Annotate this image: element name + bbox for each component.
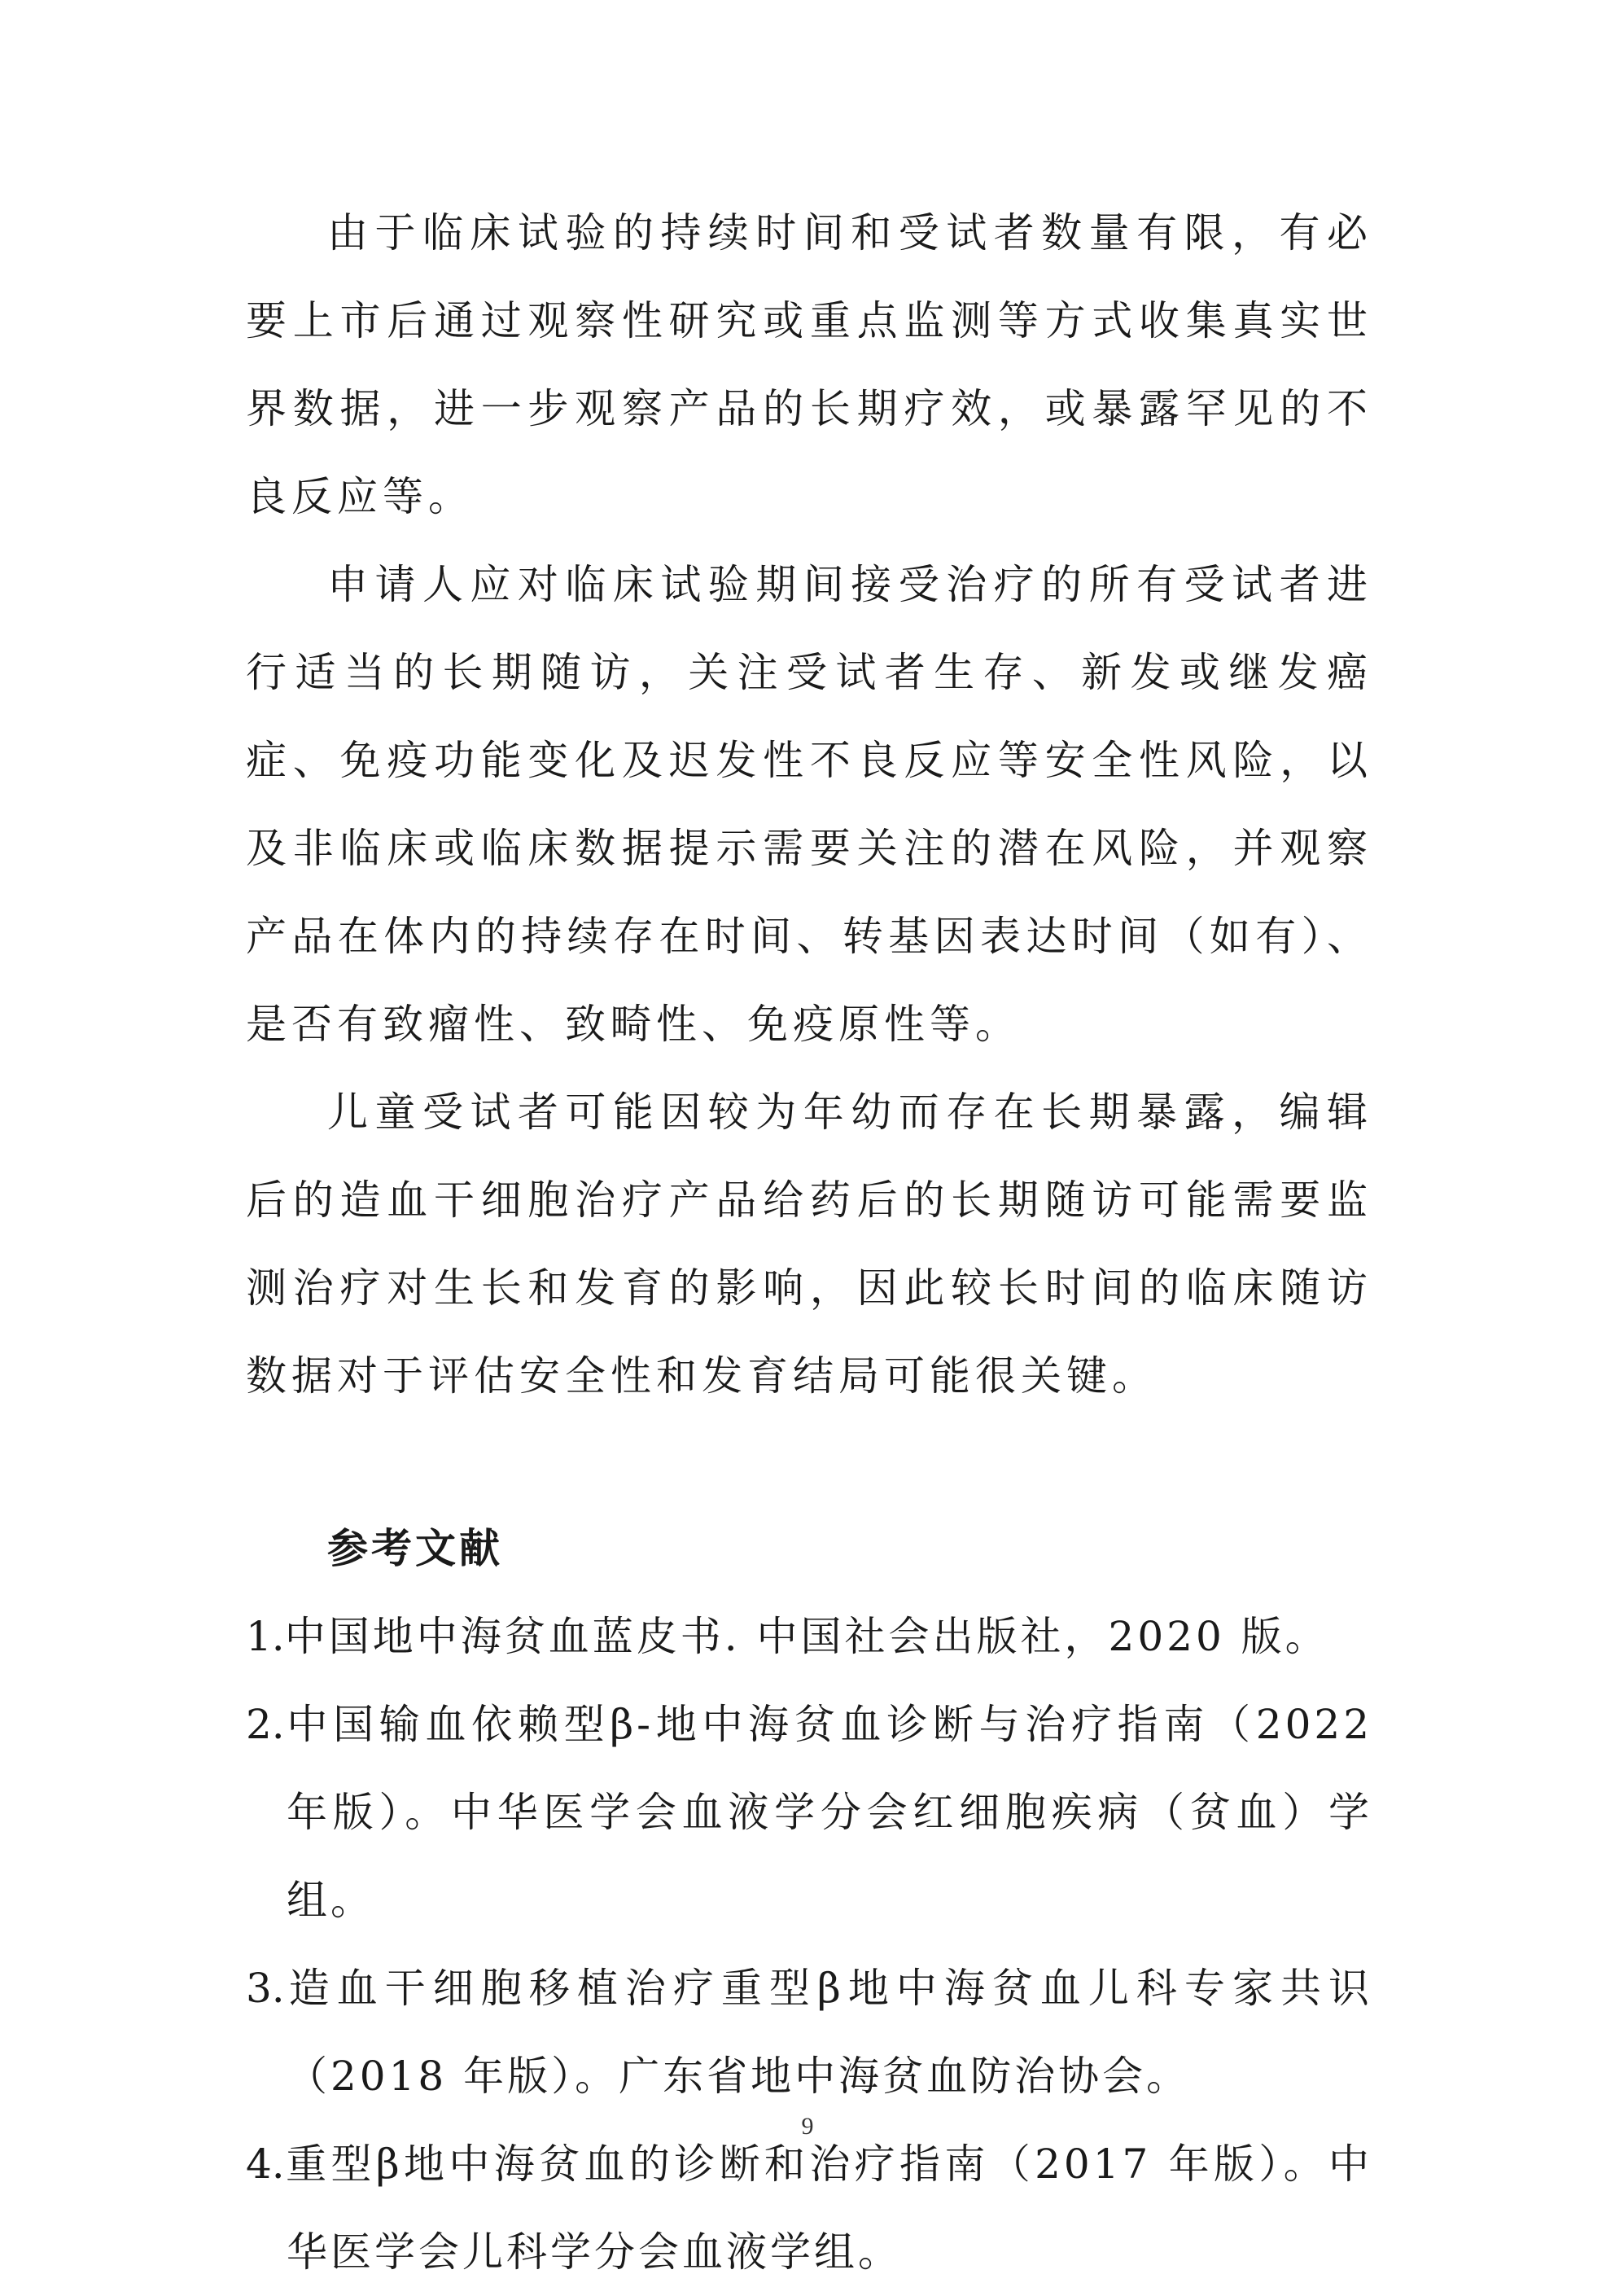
reference-item [246, 1593, 1372, 1680]
page-content [246, 189, 1372, 2296]
reference-text: 重型β地中海贫血的诊断和治疗指南（2017 年版）。中华医学会儿科学分会血液学组。 [284, 2140, 1372, 2276]
reference-item [246, 1944, 1372, 2120]
reference-number: 4. [246, 2140, 285, 2188]
page-number: 9 [801, 2113, 814, 2140]
references-heading: 参考文献 [327, 1525, 503, 1572]
body-paragraph-long-term-data: 由于临床试验的持续时间和受试者数量有限，有必要上市后通过观察性研究或重点监测等方式收集真实世界数据，进一步观察产品的长期疗效，或暴露罕见的不良反应等。 [246, 209, 1372, 520]
reference-number: 3. [246, 1965, 285, 2012]
reference-text: 造血干细胞移植治疗重型β地中海贫血儿科专家共识（2018 年版）。广东省地中海贫血防治协会。 [284, 1965, 1372, 2100]
reference-number: 2. [246, 1701, 285, 1748]
body-paragraph-follow-up: 申请人应对临床试验期间接受治疗的所有受试者进行适当的长期随访，关注受试者生存、新发或继发癌症、免疫功能变化及迟发性不良反应等安全性风险，以及非临床或临床数据提示需要关注的潜在风险，并观察产品在体内的持续存在时间、转基因表达时间（如有）、是否有致瘤性、致畸性、免疫原性等。 [246, 561, 1372, 1048]
reference-text: 中国地中海贫血蓝皮书. 中国社会出版社，2020 版。 [284, 1613, 1329, 1660]
body-paragraph-pediatric: 儿童受试者可能因较为年幼而存在长期暴露，编辑后的造血干细胞治疗产品给药后的长期随访可能需要监测治疗对生长和发育的影响，因此较长时间的临床随访数据对于评估安全性和发育结局可能很关键。 [246, 1089, 1372, 1400]
reference-number: 1. [246, 1613, 285, 1660]
reference-text: 中国输血依赖型β-地中海贫血诊断与治疗指南（2022 年版）。中华医学会血液学分会红细胞疾病（贫血）学组。 [284, 1701, 1372, 1924]
reference-item [246, 2120, 1372, 2296]
references-list [246, 1593, 1372, 2296]
reference-item [246, 1680, 1372, 1944]
